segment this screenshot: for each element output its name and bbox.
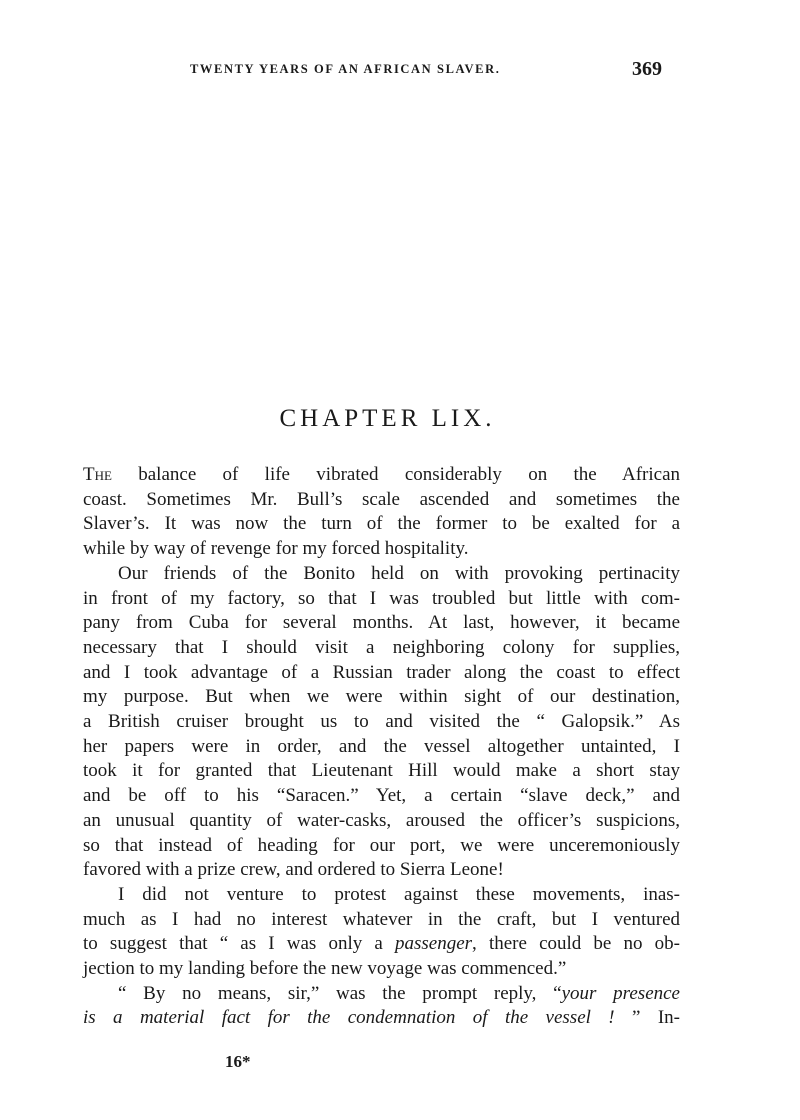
text-line: necessary that I should visit a neighboring colony for supplies,: [83, 636, 680, 658]
chapter-heading: CHAPTER LIX.: [279, 405, 496, 432]
paragraph-4: [83, 982, 680, 1031]
text-line: pany from Cuba for several months. At last, however, it became: [83, 612, 680, 634]
page-number: 369: [632, 58, 662, 80]
text-line: Our friends of the Bonito held on with provoking pertinacity: [118, 562, 680, 584]
lead-word: The: [83, 464, 112, 485]
text-fragment: ” In-: [614, 1007, 681, 1029]
text-line: my purpose. But when we were within sight of our destination,: [83, 686, 680, 708]
italic-word: passenger: [394, 933, 473, 955]
italic-phrase: your presence: [561, 982, 680, 1004]
text-line: a British cruiser brought us to and visited the “ Galopsik.” As: [83, 711, 680, 733]
text-line: favored with a prize crew, and ordered to Sierra Leone!: [83, 859, 504, 881]
text-line: while by way of revenge for my forced hospitality.: [83, 538, 469, 560]
text-line: much as I had no interest whatever in the craft, but I ventured: [83, 908, 680, 930]
text-line: an unusual quantity of water-casks, aroused the officer’s suspicions,: [83, 809, 680, 831]
text-fragment: “ By no means, sir,” was the prompt reply, “: [118, 982, 562, 1004]
text-fragment: to suggest that “ as I was only a: [83, 933, 395, 955]
text-line: and be off to his “Saracen.” Yet, a certain “slave deck,” and: [83, 785, 680, 807]
text-line: took it for granted that Lieutenant Hill would make a short stay: [83, 760, 680, 782]
running-head: TWENTY YEARS OF AN AFRICAN SLAVER.: [190, 62, 501, 76]
paragraph-3: [83, 883, 680, 982]
text-line: her papers were in order, and the vessel altogether untainted, I: [83, 735, 680, 757]
text-line: balance of life vibrated considerably on the African: [111, 464, 680, 485]
text-line: I did not venture to protest against these movements, inas-: [118, 883, 680, 905]
text-line: jection to my landing before the new voyage was commenced.”: [83, 958, 567, 980]
text-line: Slaver’s. It was now the turn of the former to be exalted for a: [83, 513, 680, 535]
text-line: in front of my factory, so that I was troubled but little with com-: [83, 587, 680, 609]
body-text: [83, 463, 680, 1031]
paragraph-1: [83, 463, 680, 562]
text-line: and I took advantage of a Russian trader along the coast to effect: [83, 661, 680, 683]
signature-mark: 16*: [225, 1052, 251, 1071]
italic-phrase: is a material fact for the condemnation of the vessel !: [83, 1007, 615, 1029]
text-line: coast. Sometimes Mr. Bull’s scale ascended and sometimes the: [83, 488, 680, 510]
paragraph-2: [83, 562, 680, 883]
text-line: so that instead of heading for our port, we were unceremoniously: [83, 834, 680, 856]
text-fragment: , there could be no ob-: [472, 933, 680, 955]
